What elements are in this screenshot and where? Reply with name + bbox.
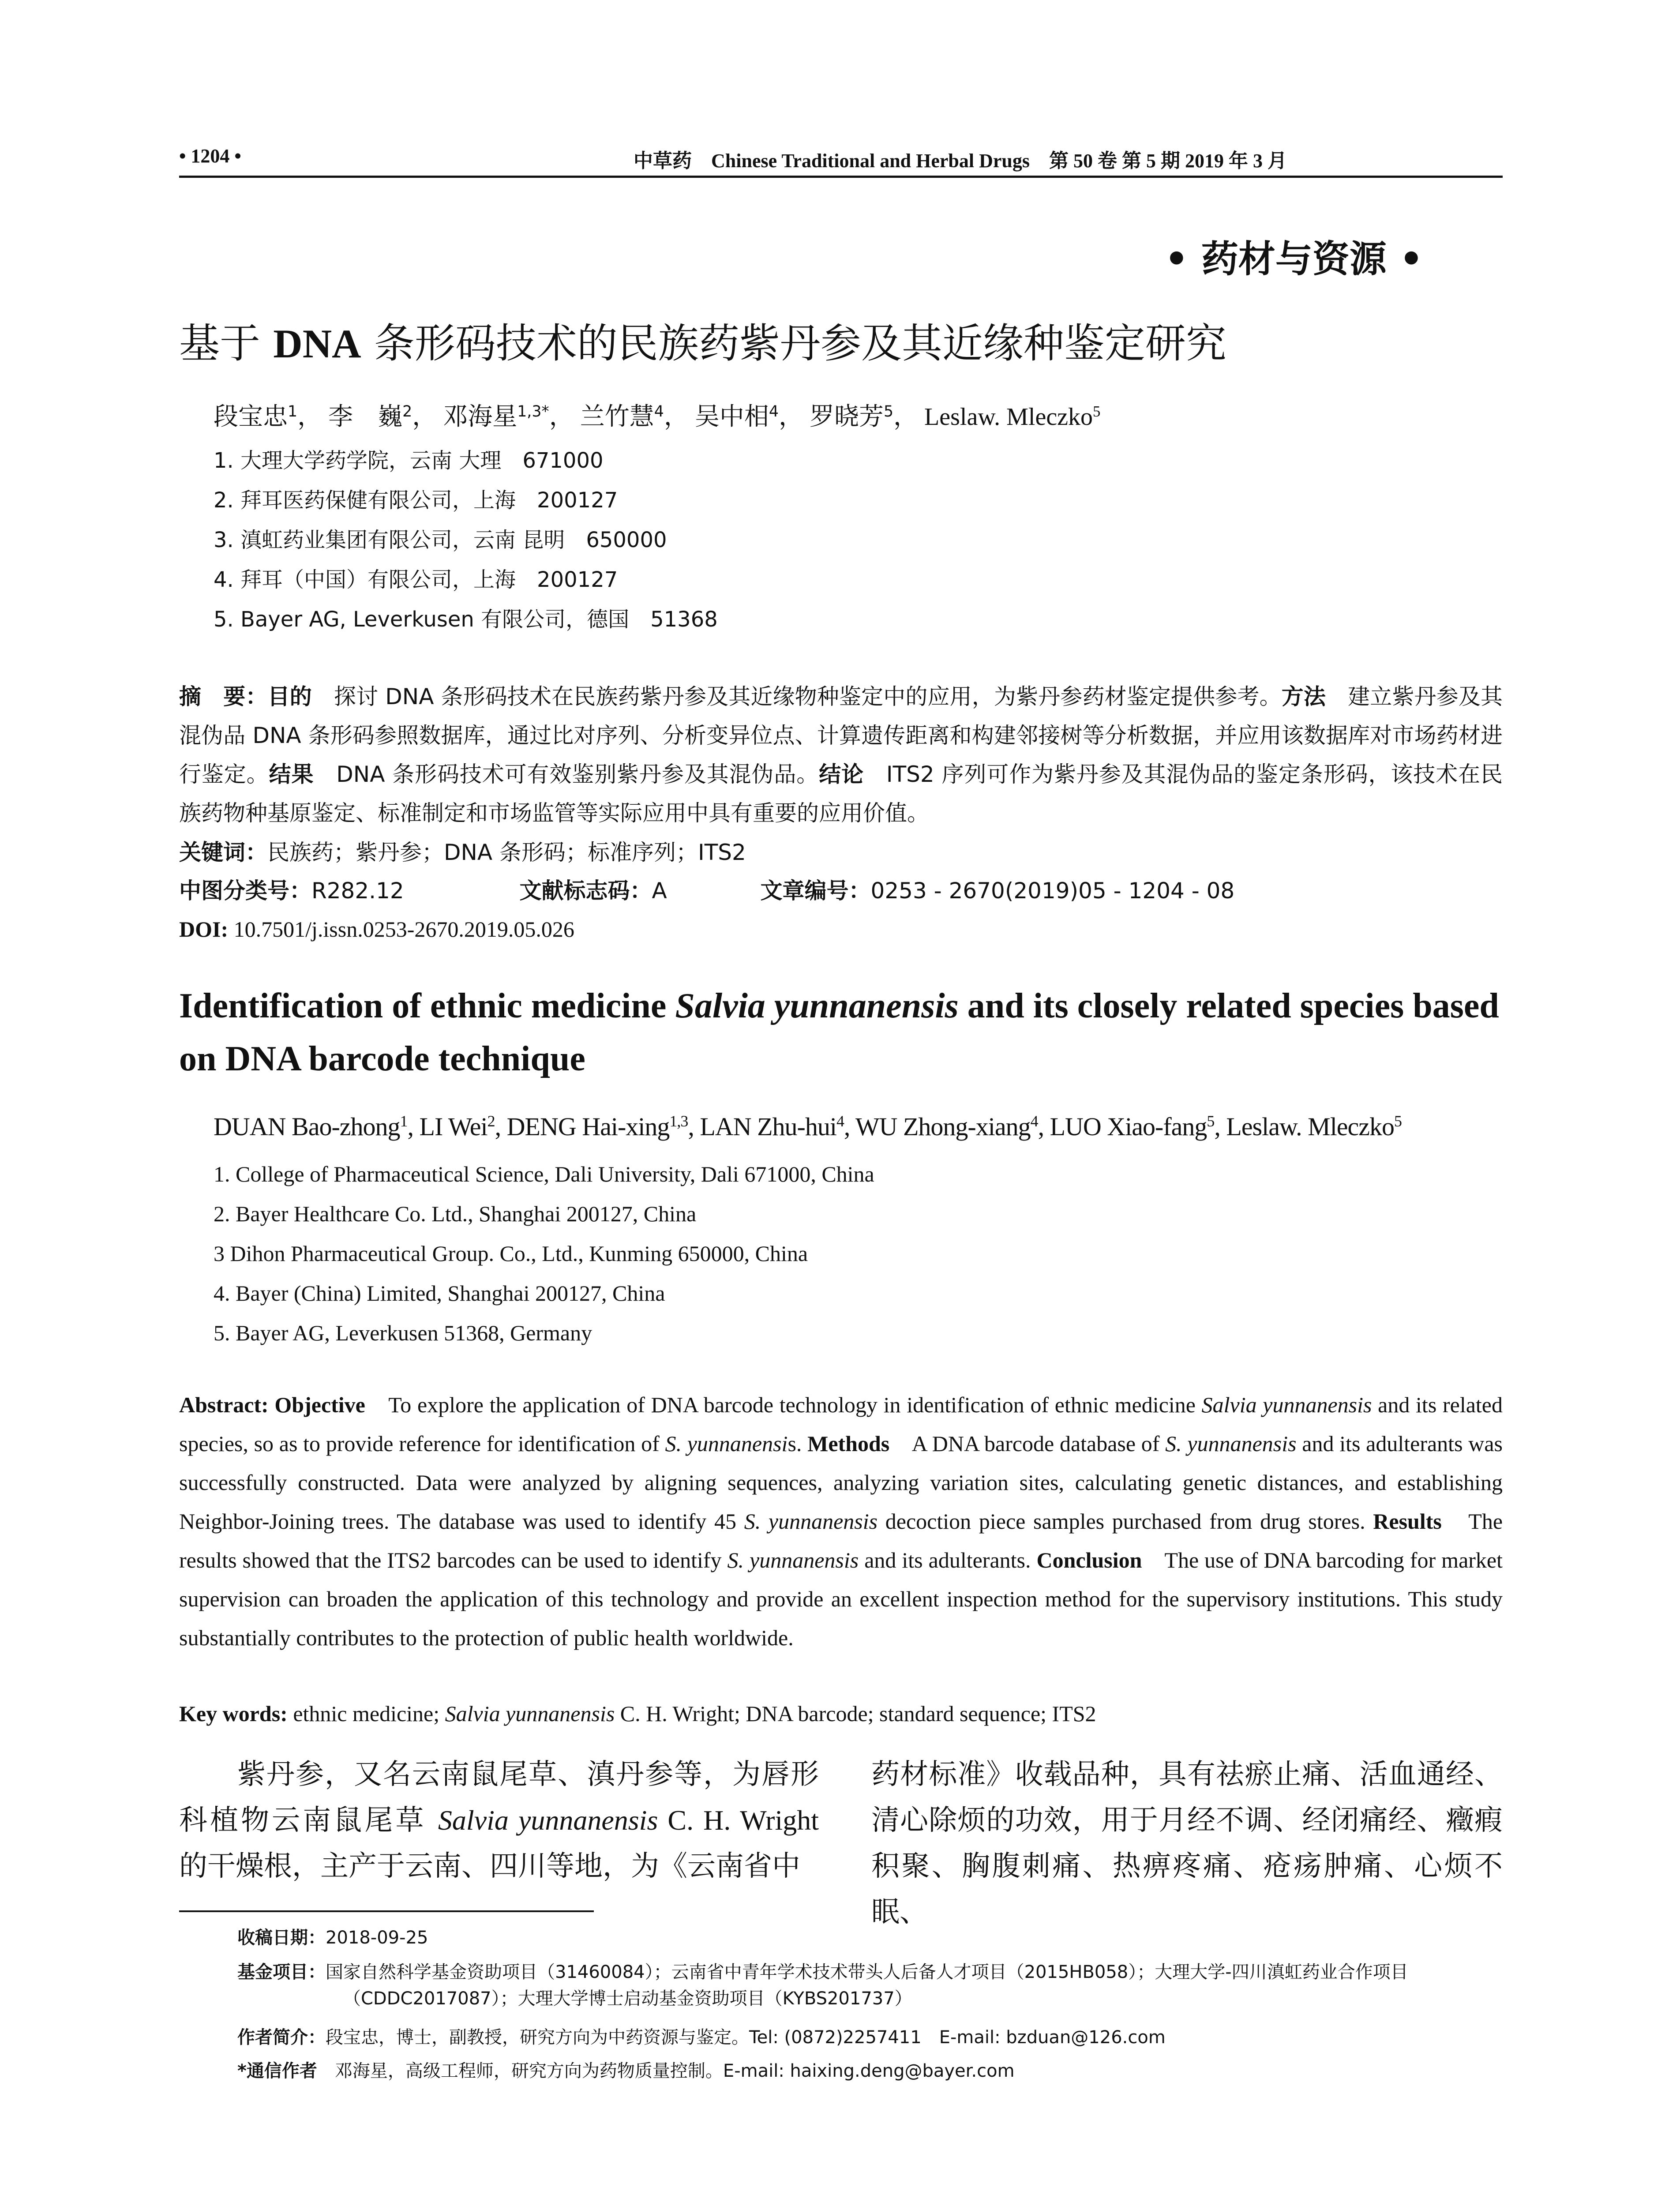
footnote-corresponding: *通信作者 邓海星，高级工程师，研究方向为药物质量控制。E-mail: haixing.deng@bayer.com: [237, 2061, 1015, 2081]
footnote-rule: [179, 1910, 594, 1912]
footnote-fund: 基金项目：国家自然科学基金资助项目（31460084）；云南省中青年学术技术带头人后备人才项目（2015HB058）；大理大学-四川滇虹药业合作项目（CDDC2017087）；大理大学博士启动基金资助项目（KYBS201737）: [237, 1962, 1408, 2009]
body-column-left: 紫丹参，又名云南鼠尾草、滇丹参等，为唇形科植物云南鼠尾草 Salvia yunnanensis C. H. Wright 的干燥根，主产于云南、四川等地，为《云南省中: [179, 1758, 819, 1882]
page-number: • 1204 •: [179, 145, 241, 167]
footnote-received: 收稿日期：2018-09-25: [237, 1928, 428, 1948]
abstract-chinese: 摘 要：目的 探讨 DNA 条形码技术在民族药紫丹参及其近缘物种鉴定中的应用，为紫丹参药材鉴定提供参考。方法 建立紫丹参及其混伪品 DNA 条形码参照数据库，通过比对序列、分析变异位点、计算遗传距离和构建邻接树等分析数据，并应用该数据库对市场药材进行鉴定。结果 DNA 条形码技术可有效鉴别紫丹参及其混伪品。结论 ITS2 序列可作为紫丹参及其混伪品的鉴定条形码，该技术在民族药物种基原鉴定、标准制定和市场监管等实际应用中具有重要的应用价值。: [179, 684, 1503, 826]
header-rule: [179, 176, 1503, 178]
section-tag: • 药材与资源 •: [1165, 237, 1423, 281]
body-column-right: 药材标准》收载品种，具有祛瘀止痛、活血通经、清心除烦的功效，用于月经不调、经闭痛经、癥瘕积聚、胸腹刺痛、热痹疼痛、疮疡肿痛、心烦不眠、: [871, 1758, 1503, 1928]
author-en: LI Wei$^2$: [419, 1112, 495, 1141]
title-english: Identification of ethnic medicine Salvia yunnanensis and its closely related species based on DNA barcode technique: [179, 987, 1499, 1078]
author-en: Leslaw. Mleczko$^5$: [1226, 1112, 1402, 1141]
author-en: DENG Hai-xing$^{1,3}$: [506, 1112, 688, 1141]
footnote-author: 作者简介：段宝忠，博士，副教授，研究方向为中药资源与鉴定。Tel: (0872)2257411 E-mail: bzduan@126.com: [237, 2027, 1166, 2048]
author-cn: Leslaw. Mleczko$^5$: [924, 402, 1101, 431]
affiliation-cn: 3. 滇虹药业集团有限公司，云南 昆明 650000: [214, 528, 667, 552]
title-cn-post: 条形码技术的民族药紫丹参及其近缘种鉴定研究: [361, 320, 1226, 367]
abstract-english: Abstract: Objective To explore the application of DNA barcode technology in identification of ethnic medicine Salvia yunnanensis and its related species, so as to provide reference for identification of S. yunnanensis. Methods A DNA barcode database of S. yunnanensis and its adulterants was successfully constructed. Data were analyzed by aligning sequences, analyzing variation sites, calculating genetic distances, and establishing Neighbor-Joining trees. The database was used to identify 45 S. yunnanensis decoction piece samples purchased from drug stores. Results The results showed that the ITS2 barcodes can be used to identify S. yunnanensis and its adulterants. Conclusion The use of DNA barcoding for market supervision can broaden the application of this technology and provide an excellent inspection method for the supervisory institutions. This study substantially contributes to the protection of public health worldwide.: [179, 1392, 1503, 1650]
author-cn: 李 巍$^2$: [328, 402, 412, 431]
keywords-english: Key words: ethnic medicine; Salvia yunnanensis C. H. Wright; DNA barcode; standard sequence; ITS2: [179, 1701, 1096, 1726]
title-cn-dna: DNA: [273, 321, 361, 366]
author-cn: 罗晓芳$^5$: [809, 402, 894, 431]
running-header: [179, 140, 1503, 176]
affiliation-cn: 1. 大理大学药学院，云南 大理 671000: [214, 448, 604, 473]
classification-line: 中图分类号：R282.12 文献标志码：A 文章编号：0253 - 2670(2019)05 - 1204 - 08: [179, 878, 1235, 904]
authors-chinese: 段宝忠$^1$， 李 巍$^2$， 邓海星$^{1,3*}$， 兰竹慧$^4$， 吴中相$^4$， 罗晓芳$^5$， Leslaw. Mleczko$^5$: [214, 402, 1101, 431]
author-cn: 吴中相$^4$: [694, 402, 779, 431]
affiliation-cn: 5. Bayer AG, Leverkusen 有限公司，德国 51368: [214, 607, 718, 632]
title-cn-pre: 基于: [179, 320, 274, 367]
author-cn: 邓海星$^{1,3*}$: [443, 402, 549, 431]
authors-english: DUAN Bao-zhong$^1$, LI Wei$^2$, DENG Hai-xing$^{1,3}$, LAN Zhu-hui$^4$, WU Zhong-xiang$^4$, LUO Xiao-fang$^5$, Leslaw. Mleczko$^5$: [214, 1112, 1402, 1141]
author-en: DUAN Bao-zhong$^1$: [214, 1112, 408, 1141]
author-cn: 兰竹慧$^4$: [580, 402, 664, 431]
affiliation-en: 1. College of Pharmaceutical Science, Dali University, Dali 671000, China: [214, 1162, 874, 1186]
affiliation-en: 2. Bayer Healthcare Co. Ltd., Shanghai 200127, China: [214, 1201, 697, 1226]
author-cn: 段宝忠$^1$: [214, 402, 298, 431]
doi-line: DOI: 10.7501/j.issn.0253-2670.2019.05.026: [179, 917, 574, 942]
title-chinese: [179, 311, 1226, 369]
author-en: LUO Xiao-fang$^5$: [1050, 1112, 1215, 1141]
keywords-chinese: 关键词：民族药；紫丹参；DNA 条形码；标准序列；ITS2: [179, 840, 746, 865]
affiliation-en: 3 Dihon Pharmaceutical Group. Co., Ltd., Kunming 650000, China: [214, 1241, 808, 1266]
affiliation-cn: 4. 拜耳（中国）有限公司，上海 200127: [214, 567, 618, 592]
journal-info: 中草药 Chinese Traditional and Herbal Drugs 第 50 卷 第 5 期 2019 年 3 月: [634, 150, 1287, 172]
affiliation-en: 4. Bayer (China) Limited, Shanghai 200127, China: [214, 1281, 665, 1306]
author-en: LAN Zhu-hui$^4$: [700, 1112, 844, 1141]
affiliation-en: 5. Bayer AG, Leverkusen 51368, Germany: [214, 1321, 592, 1345]
affiliation-cn: 2. 拜耳医药保健有限公司，上海 200127: [214, 488, 618, 513]
author-en: WU Zhong-xiang$^4$: [855, 1112, 1038, 1141]
